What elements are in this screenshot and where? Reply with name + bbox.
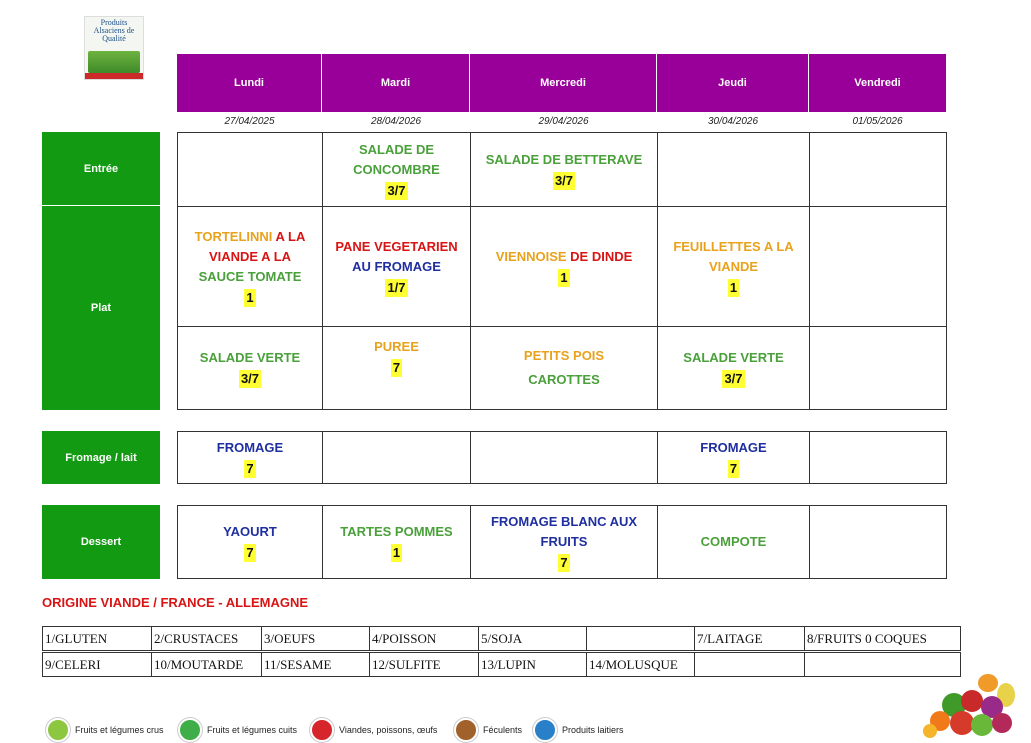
dish-part: A LA	[272, 228, 306, 244]
allergen-code: 1/7	[387, 279, 406, 295]
category-plat: Plat	[42, 206, 160, 411]
legend-label: Fruits et légumes cuits	[207, 725, 298, 735]
entree-vendredi	[809, 132, 947, 207]
dish-line: SALADE DE BETTERAVE	[485, 151, 643, 167]
dish-line: VIANDE A LA	[208, 248, 292, 264]
allergen-cell: 1/GLUTEN	[42, 626, 152, 651]
allergen-code: 3/7	[554, 172, 574, 188]
allergen-code: 1	[246, 289, 254, 305]
fromage-jeudi	[657, 431, 810, 484]
category-entree: Entrée	[42, 132, 160, 206]
legend-label: Produits laitiers	[562, 725, 624, 735]
allergen-code: 3/7	[387, 182, 406, 198]
allergen-cell: 11/SESAME	[261, 652, 370, 677]
allergen-cell: 4/POISSON	[369, 626, 479, 651]
fromage-mercredi	[470, 431, 658, 484]
dessert-lundi	[177, 505, 323, 579]
fruit-vegetable-illustration-icon	[920, 665, 1020, 739]
dessert-vendredi	[809, 505, 947, 579]
allergen-cell: 10/MOUTARDE	[151, 652, 262, 677]
allergen-code: 1	[560, 269, 568, 285]
category-fromage-lait: Fromage / lait	[42, 431, 160, 485]
allergen-cell: 14/MOLUSQUE	[586, 652, 695, 677]
allergen-code: 1	[392, 545, 401, 560]
allergen-cell: 7/LAITAGE	[694, 626, 805, 651]
category-dessert: Dessert	[42, 505, 160, 580]
allergen-cell: 5/SOJA	[478, 626, 587, 651]
day-header-vendredi: Vendredi	[809, 54, 946, 112]
dish-line: CAROTTES	[528, 372, 600, 387]
date-vendredi: 01/05/2026	[852, 116, 903, 127]
day-header-mardi: Mardi	[322, 54, 470, 112]
date-mercredi: 29/04/2026	[538, 116, 589, 127]
dish-part: DE DINDE	[566, 248, 633, 264]
logo-band	[85, 73, 143, 79]
dish-part: VIENNOISE	[495, 248, 567, 264]
plat-vendredi	[809, 206, 947, 327]
dish-line: CONCOMBRE	[353, 161, 440, 177]
allergen-code: 3/7	[724, 371, 743, 386]
dish-line: PUREE	[374, 339, 419, 354]
dish-line: FEUILLETTES A LA	[673, 238, 794, 254]
veg-raw-icon	[46, 718, 70, 742]
accomp-lundi	[177, 326, 323, 410]
entree-lundi	[177, 132, 323, 207]
logo-field-graphic	[88, 51, 140, 73]
day-header-jeudi: Jeudi	[657, 54, 809, 112]
dairy-icon	[533, 718, 557, 742]
dish-line: COMPOTE	[700, 534, 767, 549]
dish-line	[195, 227, 306, 247]
legend-item	[454, 718, 522, 742]
allergen-cell: 9/CELERI	[42, 652, 152, 677]
dish-line: SAUCE TOMATE	[198, 268, 302, 284]
allergen-cell: 3/OEUFS	[261, 626, 370, 651]
legend-item	[178, 718, 297, 742]
date-lundi: 27/04/2025	[224, 116, 275, 127]
dish-line: PANE VEGETARIEN	[335, 238, 458, 254]
logo-text: Produits Alsaciens de Qualité	[93, 18, 135, 43]
allergen-code: 3/7	[240, 371, 260, 386]
allergen-cell: 12/SULFITE	[369, 652, 479, 677]
dish-line: PETITS POIS	[523, 348, 605, 363]
dish-line: YAOURT	[223, 524, 277, 539]
allergen-code: 1	[729, 279, 738, 295]
legend-item	[46, 718, 164, 742]
dish-line: SALADE VERTE	[199, 350, 301, 365]
accomp-mercredi	[470, 326, 658, 410]
allergen-cell	[586, 626, 695, 651]
fromage-lundi	[177, 431, 323, 484]
allergen-code: 7	[729, 460, 738, 476]
veg-cooked-icon	[178, 718, 202, 742]
allergen-code: 7	[392, 360, 401, 375]
allergen-code: 7	[246, 460, 254, 476]
allergen-code: 7	[560, 555, 568, 570]
entree-mardi	[322, 132, 471, 207]
dish-line: FRUITS	[540, 534, 588, 549]
dish-line: VIANDE	[708, 258, 759, 274]
allergen-cell: 2/CRUSTACES	[151, 626, 262, 651]
dessert-mercredi	[470, 505, 658, 579]
accomp-jeudi	[657, 326, 810, 410]
allergen-code: 7	[246, 545, 254, 560]
legend-item	[310, 718, 437, 742]
dish-line: SALADE VERTE	[683, 350, 784, 365]
allergen-cell	[694, 652, 805, 677]
accomp-vendredi	[809, 326, 947, 410]
legend-item	[533, 718, 624, 742]
day-header-lundi: Lundi	[177, 54, 322, 112]
legend-label: Féculents	[483, 725, 523, 735]
allergen-cell: 13/LUPIN	[478, 652, 587, 677]
dish-line: FROMAGE	[700, 439, 767, 455]
dish-line: TARTES POMMES	[340, 524, 453, 539]
logo	[84, 16, 144, 80]
fromage-mardi	[322, 431, 471, 484]
plat-mercredi	[470, 206, 658, 327]
meat-origin-note: ORIGINE VIANDE / FRANCE - ALLEMAGNE	[42, 595, 309, 610]
day-header-mercredi: Mercredi	[470, 54, 657, 112]
dish-line: FROMAGE BLANC AUX	[490, 514, 638, 529]
legend-label: Viandes, poissons, œufs	[339, 725, 438, 735]
dish-line: FROMAGE	[216, 439, 284, 455]
plat-mardi	[322, 206, 471, 327]
starch-icon	[454, 718, 478, 742]
fromage-vendredi	[809, 431, 947, 484]
entree-jeudi	[657, 132, 810, 207]
dish-line	[496, 247, 633, 267]
dish-line: AU FROMAGE	[352, 258, 441, 274]
plat-lundi	[177, 206, 323, 327]
entree-mercredi	[470, 132, 658, 207]
legend-label: Fruits et légumes crus	[75, 725, 164, 735]
plat-jeudi	[657, 206, 810, 327]
dish-line: SALADE DE	[358, 141, 435, 157]
dessert-mardi	[322, 505, 471, 579]
date-mardi: 28/04/2026	[370, 116, 422, 127]
date-jeudi: 30/04/2026	[707, 116, 759, 127]
dessert-jeudi	[657, 505, 810, 579]
allergen-cell: 8/FRUITS 0 COQUES	[804, 626, 961, 651]
dish-part: TORTELINNI	[194, 228, 273, 244]
accomp-mardi	[322, 326, 471, 410]
meat-fish-eggs-icon	[310, 718, 334, 742]
